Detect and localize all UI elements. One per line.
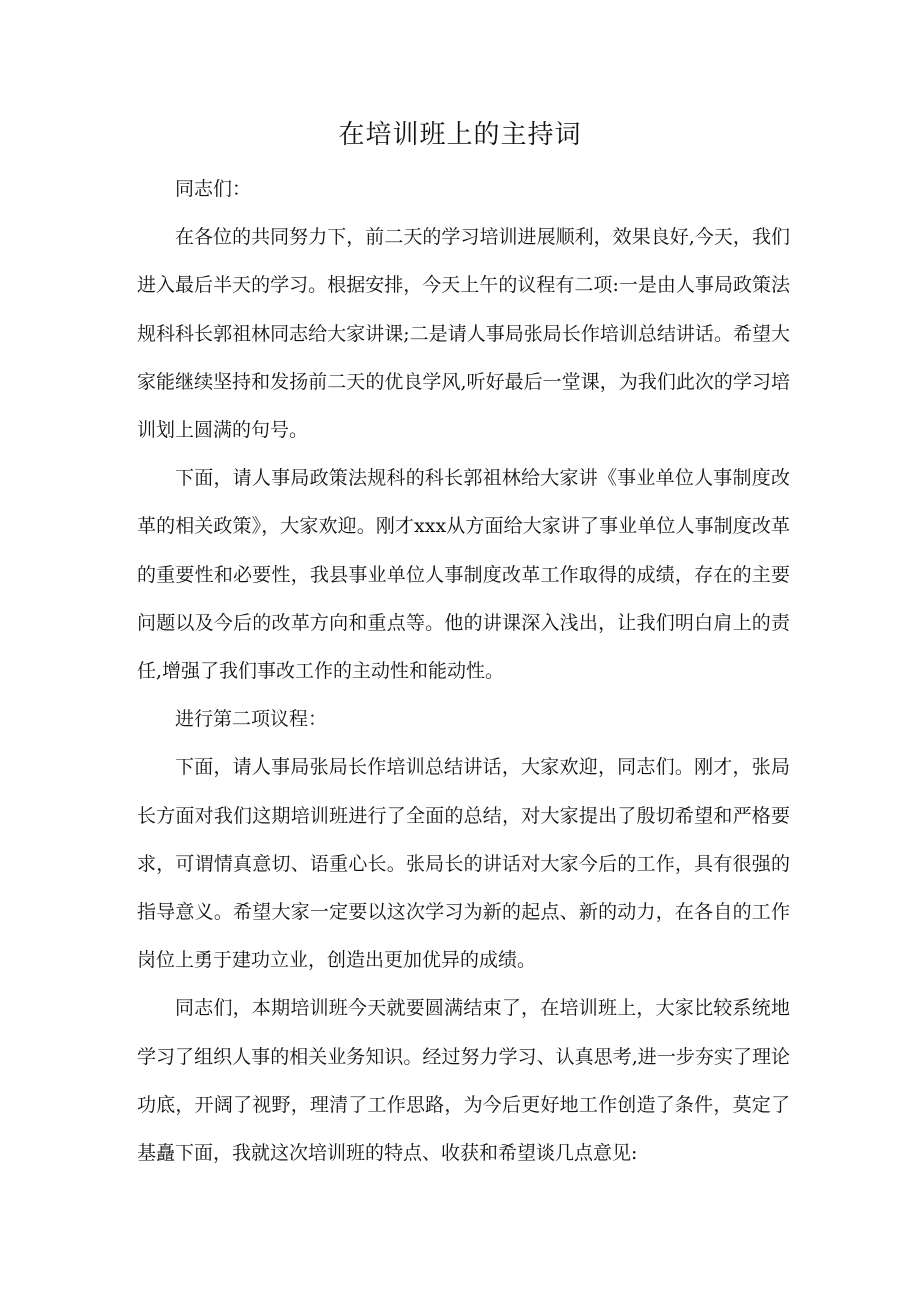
body-paragraph: 下面，请人事局张局长作培训总结讲话，大家欢迎，同志们。刚才，张局长方面对我们这期培训班进行了全面的总结，对大家提出了殷切希望和严格要求，可谓情真意切、语重心长。张局长的讲话对大家今后的工作，具有很强的指导意义。希望大家一定要以这次学习为新的起点、新的动力，在各自的工作岗位上勇于建功立业，创造出更加优异的成绩。 [137,756,790,972]
document-title: 在培训班上的主持词 [338,120,582,150]
body-paragraph: 下面，请人事局政策法规科的科长郭祖林给大家讲《事业单位人事制度改革的相关政策》，大家欢迎。刚才xxx从方面给大家讲了事业单位人事制度改革的重要性和必要性，我县事业单位人事制度改革工作取得的成绩，存在的主要问题以及今后的改革方向和重点等。他的讲课深入浅出，让我们明白肩上的责任,增强了我们事改工作的主动性和能动性。 [137,467,790,683]
salutation-paragraph: 同志们： [175,178,252,200]
body-paragraph: 在各位的共同努力下，前二天的学习培训进展顺利，效果良好,今天，我们进入最后半天的学习。根据安排，今天上午的议程有二项:一是由人事局政策法规科科长郭祖林同志给大家讲课;二是请人事局张局长作培训总结讲话。希望大家能继续坚持和发扬前二天的优良学风,听好最后一堂课，为我们此次的学习培训划上圆满的句号。 [137,226,790,442]
agenda-paragraph: 进行第二项议程： [175,708,328,731]
body-paragraph: 同志们，本期培训班今天就要圆满结束了，在培训班上，大家比较系统地学习了组织人事的相关业务知识。经过努力学习、认真思考,进一步夯实了理论功底，开阔了视野，理清了工作思路，为今后更好地工作创造了条件，莫定了基矗下面，我就这次培训班的特点、收获和希望谈几点意见: [137,997,790,1165]
document-body [137,165,790,1177]
